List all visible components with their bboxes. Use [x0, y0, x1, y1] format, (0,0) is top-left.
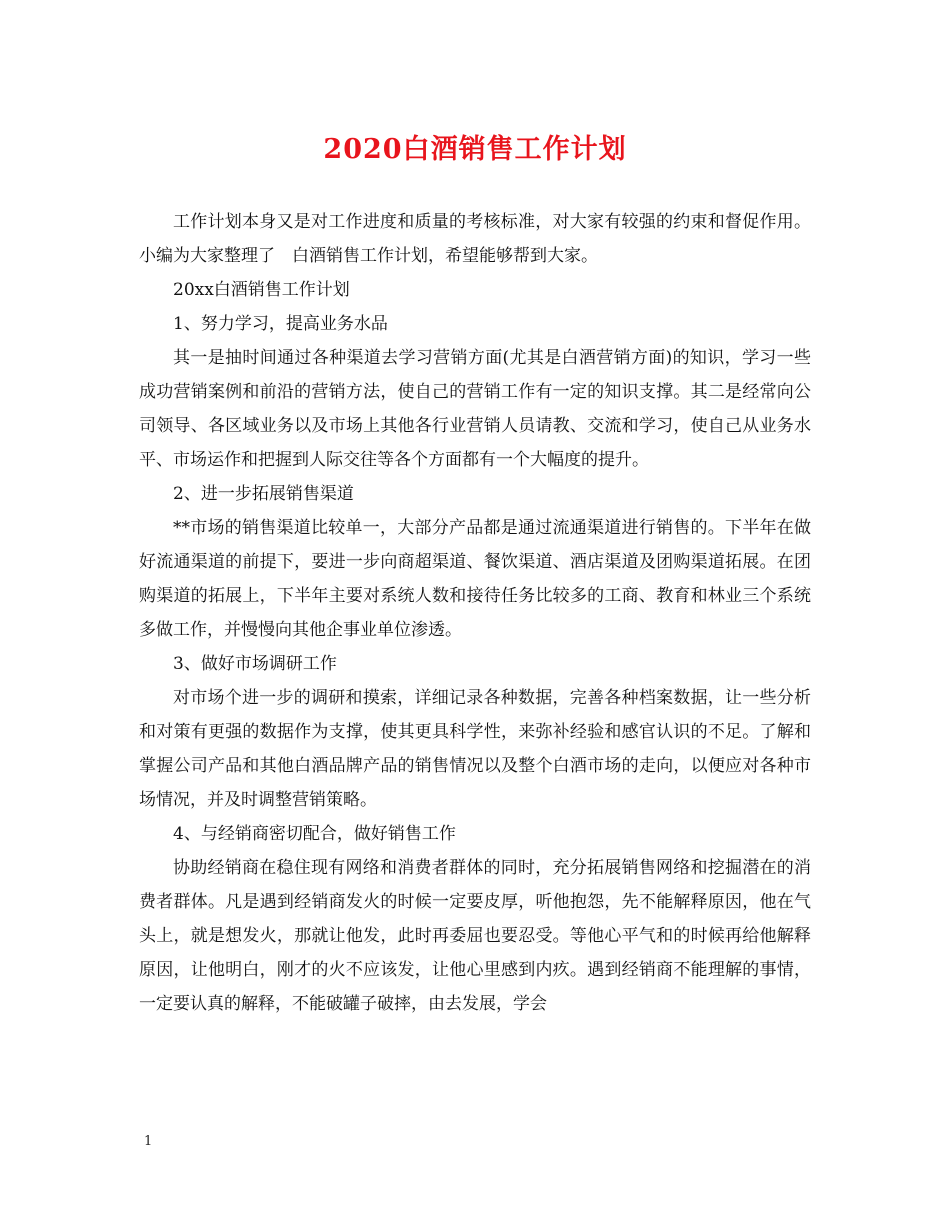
document-title: 2020白酒销售工作计划	[323, 134, 627, 165]
paragraph-intro: 工作计划本身又是对工作进度和质量的考核标准，对大家有较强的约束和督促作用。小编为大家整理了 白酒销售工作计划，希望能够帮到大家。	[139, 212, 811, 266]
section-heading-2: 2、进一步拓展销售渠道	[173, 484, 354, 504]
paragraph-subtitle: 20xx白酒销售工作计划	[173, 280, 350, 300]
document-body	[139, 205, 811, 1021]
paragraph-section-3: 对市场个进一步的调研和摸索，详细记录各种数据，完善各种档案数据，让一些分析和对策有更强的数据作为支撑，使其更具科学性，来弥补经验和感官认识的不足。了解和掌握公司产品和其他白酒品牌产品的销售情况以及整个白酒市场的走向，以便应对各种市场情况，并及时调整营销策略。	[139, 688, 811, 810]
section-heading-3: 3、做好市场调研工作	[173, 654, 337, 674]
paragraph-section-2: **市场的销售渠道比较单一，大部分产品都是通过流通渠道进行销售的。下半年在做好流通渠道的前提下，要进一步向商超渠道、餐饮渠道、酒店渠道及团购渠道拓展。在团购渠道的拓展上，下半年主要对系统人数和接待任务比较多的工商、教育和林业三个系统多做工作，并慢慢向其他企事业单位渗透。	[139, 518, 811, 640]
page-number: 1	[144, 1134, 153, 1149]
paragraph-section-4: 协助经销商在稳住现有网络和消费者群体的同时，充分拓展销售网络和挖掘潜在的消费者群体。凡是遇到经销商发火的时候一定要皮厚，听他抱怨，先不能解释原因，他在气头上，就是想发火，那就让他发，此时再委屈也要忍受。等他心平气和的时候再给他解释原因，让他明白，刚才的火不应该发，让他心里感到内疚。遇到经销商不能理解的事情，一定要认真的解释，不能破罐子破摔，由去发展，学会	[139, 858, 811, 1014]
section-heading-1: 1、努力学习，提高业务水品	[173, 314, 388, 334]
paragraph-section-1: 其一是抽时间通过各种渠道去学习营销方面(尤其是白酒营销方面)的知识，学习一些成功营销案例和前沿的营销方法，使自己的营销工作有一定的知识支撑。其二是经常向公司领导、各区域业务以及市场上其他各行业营销人员请教、交流和学习，使自己从业务水平、市场运作和把握到人际交往等各个方面都有一个大幅度的提升。	[139, 348, 811, 470]
section-heading-4: 4、与经销商密切配合，做好销售工作	[173, 824, 456, 844]
